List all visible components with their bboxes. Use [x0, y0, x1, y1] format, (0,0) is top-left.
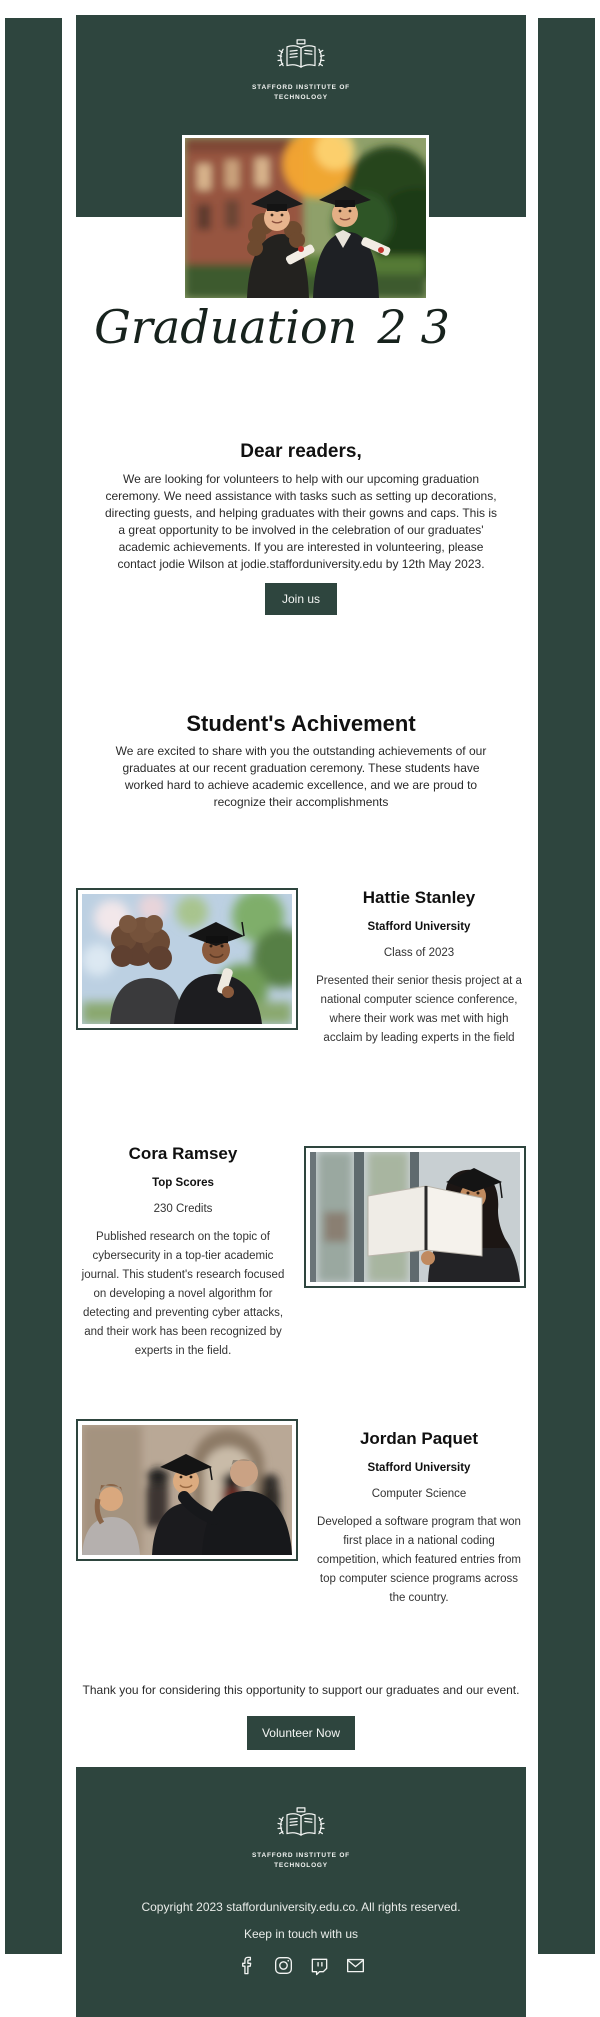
student-detail: Computer Science [371, 1488, 467, 1500]
student-card-jordan [76, 1419, 526, 1608]
footer-brand-line2: TECHNOLOGY [274, 1862, 328, 1870]
student-card-cora [76, 1134, 526, 1361]
copyright-text: Copyright 2023 stafforduniversity.edu.co. All rights reserved. [141, 1900, 461, 1915]
intro-heading: Dear readers, [240, 441, 362, 462]
graduate-hugging-family-photo [76, 1419, 298, 1561]
student-card-hattie [76, 888, 526, 1048]
student-name: Cora Ramsey [128, 1144, 238, 1163]
footer-brand-line1: STAFFORD INSTITUTE OF [252, 1852, 350, 1859]
twitch-icon[interactable] [309, 1955, 330, 1976]
header [76, 15, 526, 217]
student-info-cora [76, 1134, 290, 1361]
script-number: 23 [377, 300, 464, 354]
brand-name-line2: TECHNOLOGY [274, 94, 328, 102]
brand-name-line1: STAFFORD INSTITUTE OF [252, 84, 350, 91]
graduation-script-title [54, 301, 504, 353]
graduate-holding-diploma-photo [304, 1146, 526, 1288]
graduation-book-laurel-icon [273, 1830, 329, 1847]
script-word: Graduation [94, 300, 358, 354]
student-name: Jordan Paquet [359, 1429, 479, 1448]
footer [76, 1767, 526, 2017]
graduation-book-laurel-icon [273, 62, 329, 79]
facebook-icon[interactable] [237, 1955, 258, 1976]
student-name: Hattie Stanley [362, 888, 476, 907]
closing-text: Thank you for considering this opportunity to support our graduates and our event. [82, 1683, 520, 1697]
brand-logo [252, 39, 350, 103]
email-body [76, 15, 526, 2017]
right-green-band [538, 18, 595, 1954]
student-affiliation: Stafford University [367, 1462, 471, 1474]
join-us-button[interactable]: Join us [265, 583, 337, 615]
student-affiliation: Top Scores [152, 1177, 214, 1189]
student-detail: Class of 2023 [383, 947, 455, 959]
volunteer-now-button[interactable]: Volunteer Now [247, 1716, 355, 1750]
social-links [76, 1955, 526, 1976]
student-description: Presented their senior thesis project at a national computer science conference, where their work was met with high acclaim by leading experts in the field [316, 975, 522, 1044]
intro-paragraph: We are looking for volunteers to help with our upcoming graduation ceremony. We need assistance with tasks such as setting up decorations, directing guests, and helping graduates with their gowns and caps. This is a great opportunity to be involved in the celebration of our graduates' academic achievements. If you are interested in volunteering, please contact jodie Wilson at jodie.stafforduniversity.edu by 12th May 2023. [104, 472, 497, 571]
footer-brand-logo [252, 1807, 350, 1871]
achievements-paragraph: We are excited to share with you the outstanding achievements of our graduates at our recent graduation ceremony. These students have worked hard to achieve academic excellence, and we are proud to recognize their accomplishments [115, 744, 487, 809]
student-info-jordan [312, 1419, 526, 1608]
hero-photo [182, 135, 429, 301]
student-description: Developed a software program that won first place in a national coding competition, which featured entries from top computer science programs across the country. [317, 1516, 521, 1604]
achievements-heading: Student's Achivement [186, 711, 416, 736]
student-description: Published research on the topic of cybersecurity in a top-tier academic journal. This student's research focused on developing a novel algorithm for detecting and preventing cyber attacks, and their work has been recognized by experts in the field. [81, 1231, 285, 1357]
email-icon[interactable] [345, 1955, 366, 1976]
student-affiliation: Stafford University [367, 921, 471, 933]
graduate-hugging-friend-photo [76, 888, 298, 1030]
student-info-hattie [312, 888, 526, 1048]
instagram-icon[interactable] [273, 1955, 294, 1976]
student-detail: 230 Credits [153, 1203, 213, 1215]
keep-in-touch-text: Keep in touch with us [243, 1927, 359, 1942]
